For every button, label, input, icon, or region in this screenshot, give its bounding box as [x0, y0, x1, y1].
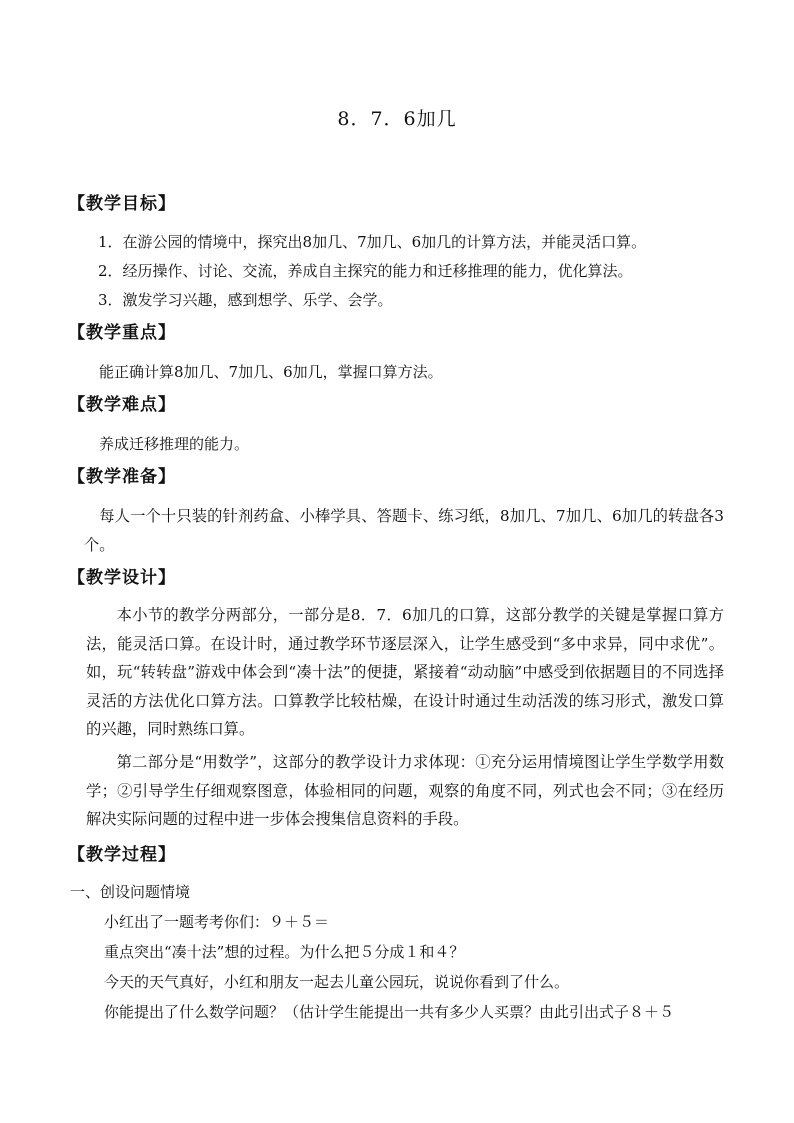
- goal-item: 2．经历操作、讨论、交流，养成自主探究的能力和迁移推理的能力，优化算法。: [98, 262, 633, 280]
- goal-item: 3．激发学习兴趣，感到想学、乐学、会学。: [98, 291, 393, 309]
- design-paragraph-2: 第二部分是“用数学”，这部分的教学设计力求体现：①充分运用情境图让学生学数学用数学；②引导学生仔细观察图意，体验相同的问题，观察的角度不同，列式也会不同；③在经历解决实际问题的过程中进一步体会搜集信息资料的手段。: [86, 753, 724, 829]
- process-line: 重点突出“凑十法”想的过程。为什么把５分成１和４？: [104, 943, 465, 961]
- page-title: 8．7．6加几: [337, 108, 457, 130]
- process-line: 今天的天气真好，小红和朋友一起去儿童公园玩，说说你看到了什么。: [104, 973, 570, 991]
- heading-teaching-goals: 【教学目标】: [68, 194, 176, 214]
- process-line: 小红出了一题考考你们：９＋５＝: [104, 913, 330, 931]
- preparation-text: 每人一个十只装的针剂药盒、小棒学具、答题卡、练习纸，8加几、7加几、6加几的转盘各3个。: [84, 507, 724, 554]
- heading-difficulties: 【教学难点】: [68, 395, 176, 415]
- goal-item: 1．在游公园的情境中，探究出8加几、7加几、6加几的计算方法，并能灵活口算。: [98, 233, 647, 251]
- process-line: 你能提出了什么数学问题？（估计学生能提出一共有多少人买票？由此引出式子８＋５: [104, 1003, 675, 1021]
- heading-preparation: 【教学准备】: [68, 467, 176, 487]
- process-step-title: 一、创设问题情境: [70, 883, 191, 901]
- design-paragraph-1: 本小节的教学分两部分，一部分是8．7．6加几的口算，这部分教学的关键是掌握口算方法，能灵活口算。在设计时，通过教学环节逐层深入，让学生感受到“多中求异，同中求优”。如，玩“转转盘”游戏中体会到“凑十法”的便捷，紧接着“动动脑”中感受到依据题目的不同选择灵活的方法优化口算方法。口算教学比较枯燥，在设计时通过生动活泼的练习形式，激发口算的兴趣，同时熟练口算。: [86, 606, 724, 739]
- difficulties-text: 养成迁移推理的能力。: [99, 435, 250, 453]
- heading-key-points: 【教学重点】: [68, 323, 176, 343]
- heading-process: 【教学过程】: [68, 845, 176, 865]
- heading-design: 【教学设计】: [68, 568, 176, 588]
- key-points-text: 能正确计算8加几、7加几、6加几，掌握口算方法。: [99, 363, 443, 381]
